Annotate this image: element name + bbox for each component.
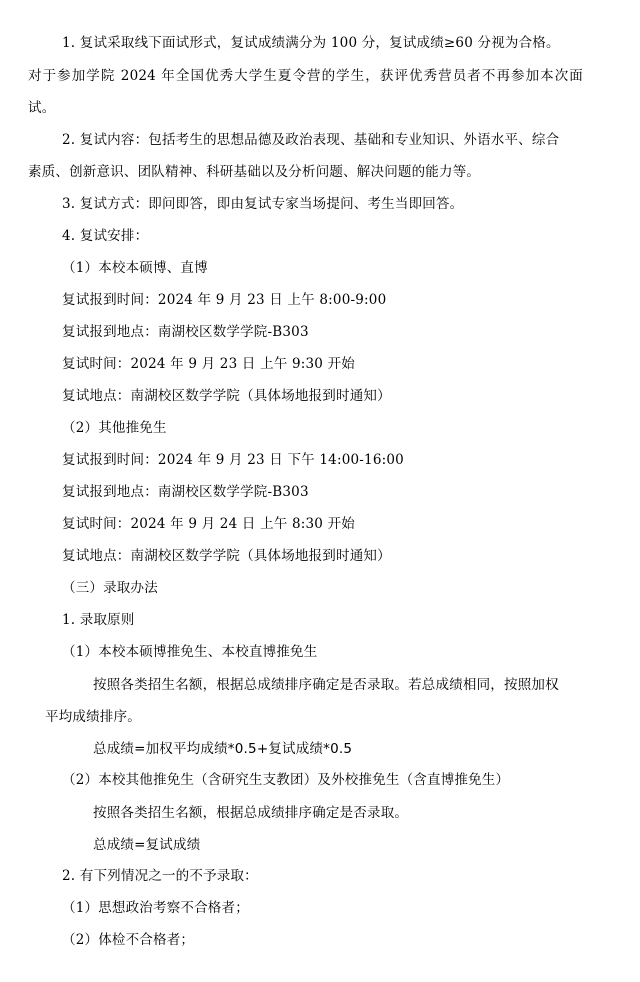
paragraph-line: 平均成绩排序。 [45, 709, 141, 725]
paragraph-line: 按照各类招生名额，根据总成绩排序确定是否录取。 [93, 805, 409, 821]
paragraph-line: 1. 录取原则 [62, 612, 135, 628]
paragraph-line: 素质、创新意识、团队精神、科研基础以及分析问题、解决问题的能力等。 [28, 164, 481, 180]
paragraph-line: 复试报到时间：2024 年 9 月 23 日 上午 8:00-9:00 [62, 292, 387, 308]
paragraph-line: 3. 复试方式：即问即答，即由复试专家当场提问、考生当即回答。 [62, 196, 464, 212]
paragraph-line: 对于参加学院 2024 年全国优秀大学生夏令营的学生，获评优秀营员者不再参加本次面 [28, 68, 583, 84]
paragraph-line: 复试时间：2024 年 9 月 24 日 上午 8:30 开始 [62, 516, 355, 532]
paragraph-line: 复试报到地点：南湖校区数学学院-B303 [62, 324, 309, 340]
paragraph-line: 按照各类招生名额，根据总成绩排序确定是否录取。若总成绩相同，按照加权 [93, 677, 559, 693]
paragraph-line: 2. 复试内容：包括考生的思想品德及政治表现、基础和专业知识、外语水平、综合 [62, 132, 560, 148]
paragraph-line: 复试报到时间：2024 年 9 月 23 日 下午 14:00-16:00 [62, 452, 404, 468]
subsection-heading: （1）本校本硕博推免生、本校直博推免生 [62, 644, 318, 660]
formula-line: 总成绩=复试成绩 [93, 837, 201, 853]
list-item: （2）体检不合格者； [62, 932, 195, 948]
formula-line: 总成绩=加权平均成绩*0.5+复试成绩*0.5 [93, 741, 353, 757]
paragraph-line: 复试地点：南湖校区数学学院（具体场地报到时通知） [62, 548, 391, 564]
subsection-heading: （1）本校本硕博、直博 [62, 260, 208, 276]
paragraph-line: 4. 复试安排： [62, 228, 149, 244]
paragraph-line: 2. 有下列情况之一的不予录取： [62, 868, 258, 884]
paragraph-line: 试。 [28, 100, 56, 116]
paragraph-line: 复试时间：2024 年 9 月 23 日 上午 9:30 开始 [62, 356, 355, 372]
subsection-heading: （2）其他推免生 [62, 420, 167, 436]
list-item: （1）思想政治考察不合格者； [62, 900, 249, 916]
subsection-heading: （2）本校其他推免生（含研究生支教团）及外校推免生（含直博推免生） [62, 772, 510, 788]
section-heading: （三）录取办法 [62, 580, 158, 596]
paragraph-line: 1. 复试采取线下面试形式，复试成绩满分为 100 分，复试成绩≥60 分视为合格。 [62, 35, 560, 51]
paragraph-line: 复试地点：南湖校区数学学院（具体场地报到时通知） [62, 388, 391, 404]
paragraph-line: 复试报到地点：南湖校区数学学院-B303 [62, 484, 309, 500]
